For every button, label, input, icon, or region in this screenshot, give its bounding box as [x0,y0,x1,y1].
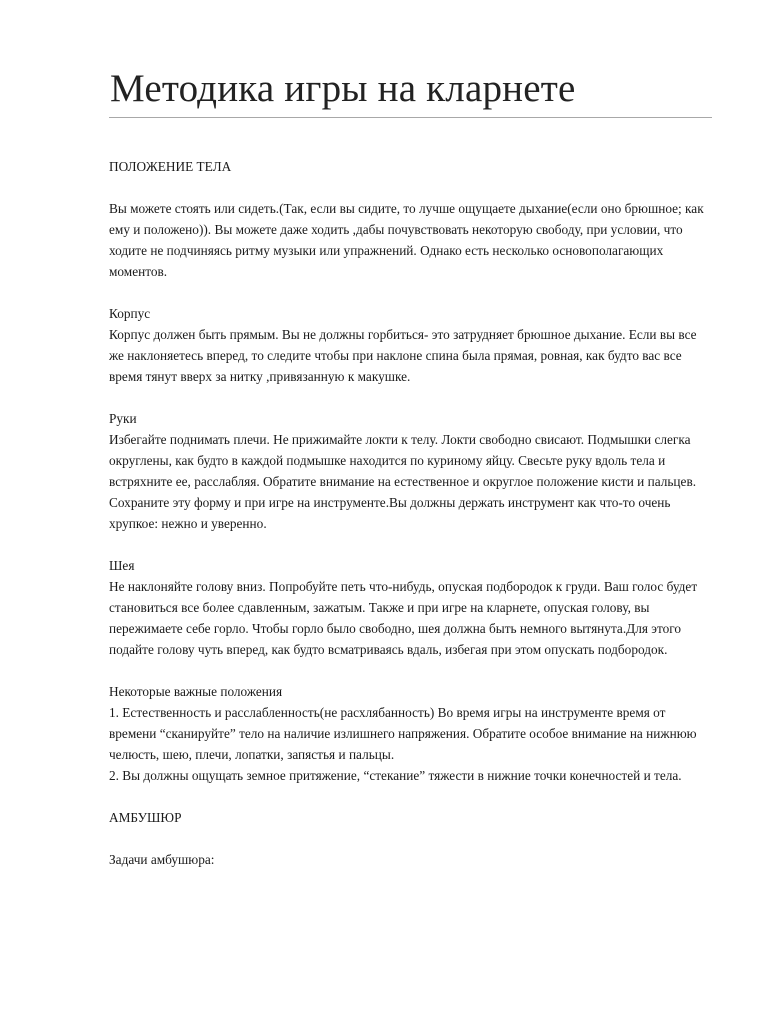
title-divider [109,117,712,118]
section-heading-embouchure: АМБУШЮР [109,810,182,825]
embouchure-tasks-label: Задачи амбушюра: [109,852,215,867]
document-title: Методика игры на кларнете [110,67,576,110]
arms-paragraph: Избегайте поднимать плечи. Не прижимайте локти к телу. Локти свободно свисают. Подмышки слегка округлены, как будто в каждой подмышке находится по куриному яйцу. Свесьте руку вдоль тела и встряхните ее, расслабляя. Обратите внимание на естественное и округлое положение кисти и пальцев. Сохраните эту форму и при игре на инструменте.Вы должны держать инструмент как что-то очень хрупкое: нежно и уверенно. [109,432,697,531]
subheading-torso: Корпус [109,306,151,321]
torso-paragraph: Корпус должен быть прямым. Вы не должны горбиться- это затрудняет брюшное дыхание. Если вы все же наклоняетесь вперед, то следите чтобы при наклоне спина была прямая, ровная, как будто вас все время тянут вверх за нитку ,привязанную к макушке. [109,327,697,384]
neck-paragraph: Не наклоняйте голову вниз. Попробуйте петь что-нибудь, опуская подбородок к груди. Ваш голос будет становиться все более сдавленным, зажатым. Также и при игре на кларнете, опуская голову, вы пережимаете себе горло. Чтобы горло было свободно, шея должна быть немного вытянута.Для этого подайте голову чуть вперед, как будто всматриваясь вдаль, избегая при этом опускать подбородок. [109,579,698,657]
intro-paragraph: Вы можете стоять или сидеть.(Так, если вы сидите, то лучше ощущаете дыхание(если оно брюшное; как ему и положено)). Вы можете даже ходить ,дабы почувствовать некоторую свободу, при условии, что ходите не подчиняясь ритму музыки или упражнений. Однако есть несколько основополагающих моментов. [109,201,704,279]
subheading-important-positions: Некоторые важные положения [109,684,283,699]
position-item-2: 2. Вы должны ощущать земное притяжение, “стекание” тяжести в нижние точки конечностей и тела. [109,768,682,783]
document-body [109,156,709,870]
subheading-neck: Шея [109,558,135,573]
subheading-arms: Руки [109,411,137,426]
section-heading-body-position: ПОЛОЖЕНИЕ ТЕЛА [109,159,232,174]
position-item-1: 1. Естественность и расслабленность(не расхлябанность) Во время игры на инструменте время от времени “сканируйте” тело на наличие излишнего напряжения. Обратите особое внимание на нижнюю челюсть, шею, плечи, лопатки, запястья и пальцы. [109,705,697,762]
